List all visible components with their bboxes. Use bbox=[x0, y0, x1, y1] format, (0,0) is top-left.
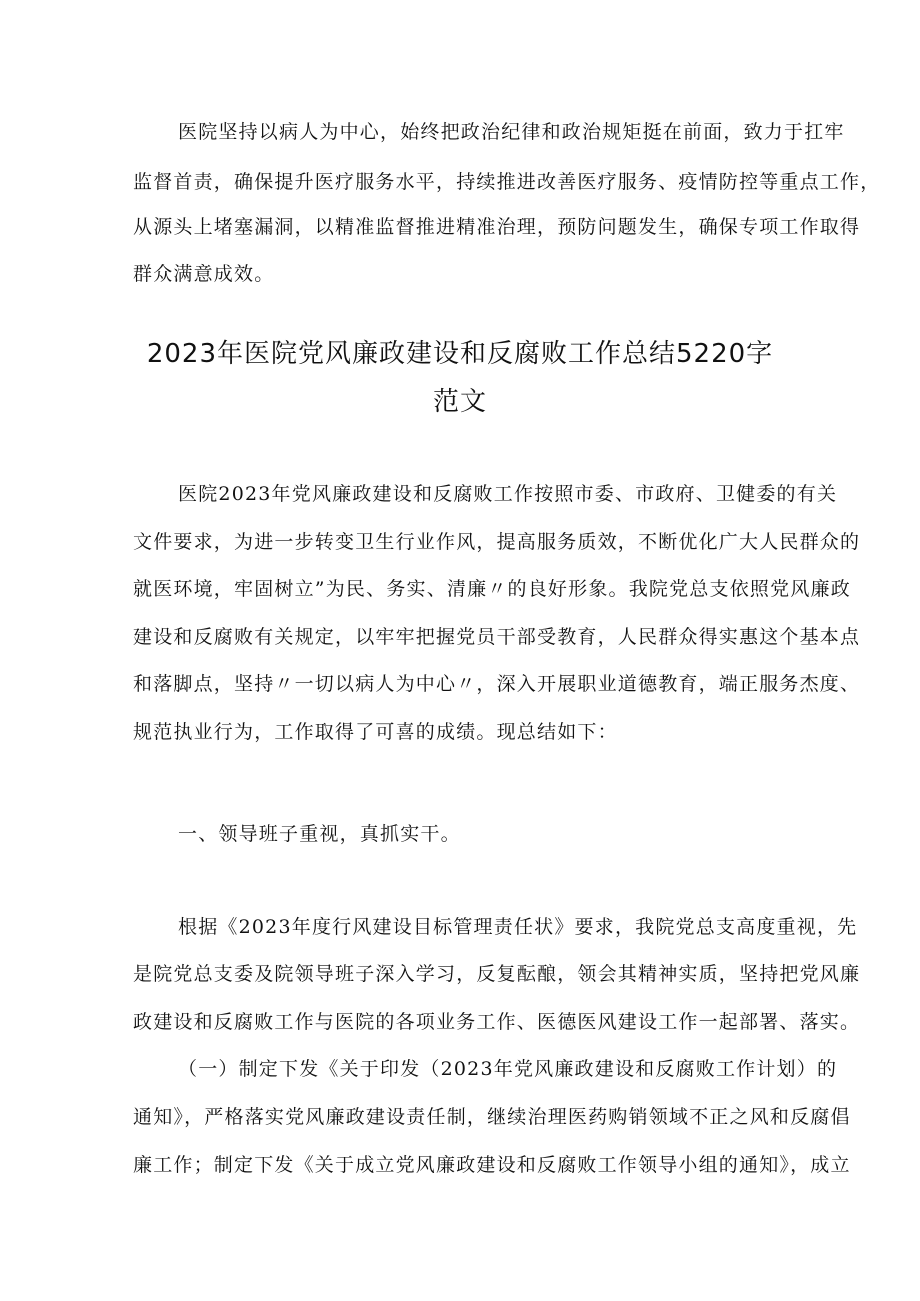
intro-line: 从源头上堵塞漏洞，以精准监督推进精准治理，预防问题发生，确保专项工作取得 bbox=[133, 216, 861, 238]
body-line: 是院党总支委及院领导班子深入学习，反复酝酿，领会其精神实质，坚持把党风廉 bbox=[133, 963, 861, 985]
intro-line: 监督首责，确保提升医疗服务水平，持续推进改善医疗服务、疫情防控等重点工作， bbox=[133, 171, 881, 193]
intro-line: 群众满意成效。 bbox=[133, 263, 275, 285]
document-title: 2023年医院党风廉政建设和反腐败工作总结5220字 bbox=[146, 339, 774, 369]
body-line: 规范执业行为，工作取得了可喜的成绩。现总结如下： bbox=[133, 721, 618, 743]
document-title-continued: 范文 bbox=[432, 387, 487, 417]
body-line: 就医环境，牢固树立”为民、务实、清廉〃的良好形象。我院党总支依照党风廉政 bbox=[133, 578, 851, 600]
body-line: 文件要求，为进一步转变卫生行业作风，提高服务质效，不断优化广大人民群众的 bbox=[133, 531, 861, 553]
body-line: （一）制定下发《关于印发（2023年党风廉政建设和反腐败工作计划）的 bbox=[178, 1058, 838, 1080]
section-heading: 一、领导班子重视，真抓实干。 bbox=[178, 823, 461, 845]
intro-line: 医院坚持以病人为中心，始终把政治纪律和政治规矩挺在前面，致力于扛牢 bbox=[178, 121, 845, 143]
body-line: 通知》，严格落实党风廉政建设责任制，继续治理医药购销领域不正之风和反腐倡 bbox=[133, 1106, 851, 1128]
body-line: 医院2023年党风廉政建设和反腐败工作按照市委、市政府、卫健委的有关 bbox=[178, 483, 838, 505]
body-line: 和落脚点，坚持〃一切以病人为中心〃，深入开展职业道德教育，端正服务杰度、 bbox=[133, 673, 861, 695]
body-line: 建设和反腐败有关规定，以牢牢把握党员干部受教育，人民群众得实惠这个基本点 bbox=[133, 626, 861, 648]
body-line: 根据《2023年度行风建设目标管理责任状》要求，我院党总支高度重视，先 bbox=[178, 916, 858, 938]
body-line: 政建设和反腐败工作与医院的各项业务工作、医德医风建设工作一起部署、落实。 bbox=[133, 1011, 861, 1033]
body-line: 廉工作；制定下发《关于成立党风廉政建设和反腐败工作领导小组的通知》，成立 bbox=[133, 1154, 851, 1176]
